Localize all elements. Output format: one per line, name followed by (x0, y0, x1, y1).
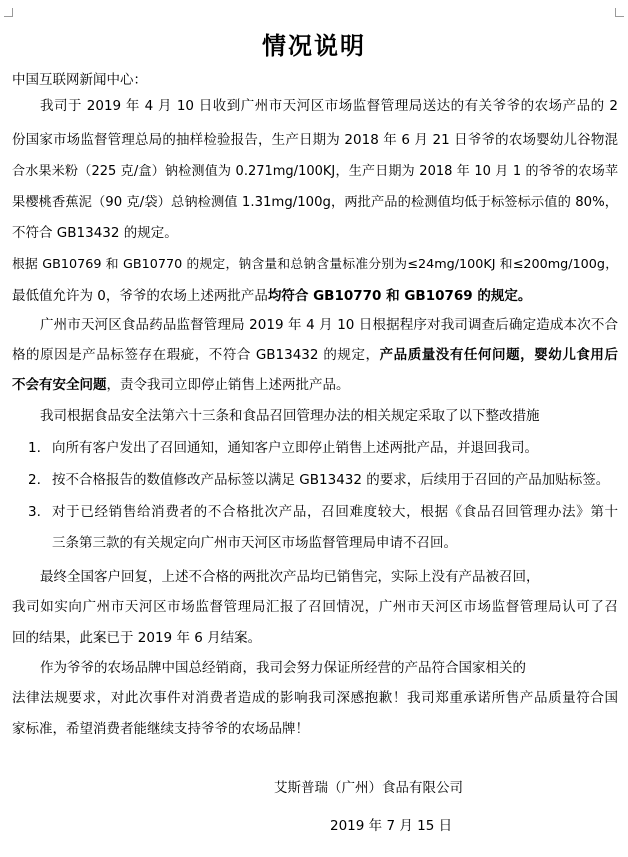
company-signature: 艾斯普瑞（广州）食品有限公司 (274, 780, 463, 796)
paragraph-3-line-3-bold: 不会有安全问题 (12, 377, 107, 393)
list-item-2-text: 按不合格报告的数值修改产品标签以满足 GB13432 的要求，后续用于召回的产品加贴标签。 (52, 472, 610, 488)
paragraph-4: 我司根据食品安全法第六十三条和食品召回管理办法的相关规定采取了以下整改措施 (40, 408, 540, 424)
paragraph-5-line-2: 我司如实向广州市天河区市场监督管理局汇报了召回情况，广州市天河区市场监督管理局认可了召 (12, 599, 618, 615)
paragraph-2-line-1: 根据 GB10769 和 GB10770 的规定，钠含量和总钠含量标准分别为≤24mg/100KJ 和≤200mg/100g， (12, 257, 618, 272)
list-item-3-text-line-1: 对于已经销售给消费者的不合格批次产品，召回难度较大，根据《食品召回管理办法》第十 (52, 504, 618, 520)
paragraph-5-line-3: 回的结果，此案已于 2019 年 6 月结案。 (12, 630, 262, 646)
paragraph-2-line-2-bold: 均符合 GB10770 和 GB10769 的规定。 (267, 288, 532, 304)
paragraph-3-line-1: 广州市天河区食品药品监督管理局 2019 年 4 月 10 日根据程序对我司调查后确定造成本次不合 (40, 317, 618, 333)
paragraph-1-line-4: 果樱桃香蕉泥（90 克/袋）总钠检测值 1.31mg/100g，两批产品的检测值均低于标签标示值的 80%， (12, 195, 618, 210)
list-item-1-text: 向所有客户发出了召回通知，通知客户立即停止销售上述两批产品，并退回我司。 (52, 440, 538, 456)
paragraph-6-line-1: 作为爷爷的农场品牌中国总经销商，我司会努力保证所经营的产品符合国家相关的 (40, 660, 526, 676)
list-item-2-number: 2. (28, 472, 41, 488)
paragraph-1-line-3: 合水果米粉（225 克/盒）钠检测值为 0.271mg/100KJ，生产日期为 2018 年 10 月 1 的爷爷的农场苹 (12, 164, 618, 179)
paragraph-2-line-2 (12, 286, 618, 306)
paragraph-2-line-2-text: 最低值允许为 0，爷爷的农场上述两批产品 (12, 288, 268, 304)
paragraph-1-line-2: 份国家市场监督管理总局的抽样检验报告，生产日期为 2018 年 6 月 21 日爷爷的农场婴幼儿谷物混 (12, 132, 618, 148)
page-corner-mark-right (615, 8, 624, 17)
page-corner-mark-left (4, 8, 13, 17)
document-date: 2019 年 7 月 15 日 (330, 818, 453, 834)
document-title: 情况说明 (262, 32, 366, 60)
salutation: 中国互联网新闻中心： (12, 72, 147, 88)
paragraph-6-line-2: 法律法规要求，对此次事件对消费者造成的影响我司深感抱歉！我司郑重承诺所售产品质量符合国 (12, 690, 618, 706)
paragraph-3-line-3-text: ，责令我司立即停止销售上述两批产品。 (106, 377, 350, 393)
paragraph-5-line-1: 最终全国客户回复，上述不合格的两批次产品均已销售完，实际上没有产品被召回， (40, 569, 540, 585)
paragraph-1-line-1: 我司于 2019 年 4 月 10 日收到广州市天河区市场监督管理局送达的有关爷爷的农场产品的 2 (40, 98, 618, 114)
list-item-1-number: 1. (28, 440, 41, 456)
paragraph-6-line-3: 家标准，希望消费者能继续支持爷爷的农场品牌！ (12, 721, 309, 737)
paragraph-3-line-2 (12, 345, 618, 365)
paragraph-3-line-3 (12, 375, 618, 395)
paragraph-3-line-2-bold: 产品质量没有任何问题，婴幼儿食用后 (379, 347, 618, 363)
paragraph-1-line-5: 不符合 GB13432 的规定。 (12, 225, 178, 241)
list-item-3-text-line-2: 三条第三款的有关规定向广州市天河区市场监督管理局申请不召回。 (52, 535, 457, 551)
list-item-3-number: 3. (28, 504, 41, 520)
paragraph-3-line-2-text: 格的原因是产品标签存在瑕疵，不符合 GB13432 的规定， (12, 347, 380, 363)
